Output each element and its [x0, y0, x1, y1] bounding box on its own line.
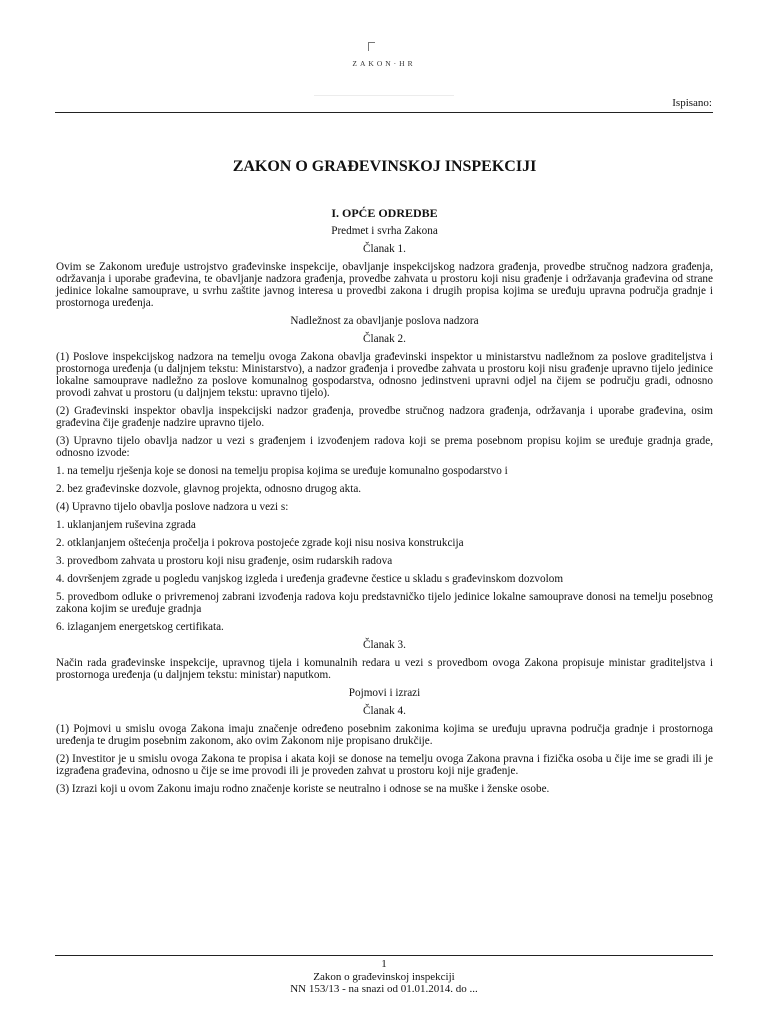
page-footer — [0, 958, 768, 996]
article-heading-3: Članak 3. — [363, 639, 406, 651]
subheading-nadleznost: Nadležnost za obavljanje poslova nadzora — [290, 315, 479, 327]
article-4-para-1: (1) Pojmovi u smislu ovoga Zakona imaju značenje određeno posebnim zakonima kojima se uređuju upravna područja gradnje i prostornoga uređenja te drugim posebnim zakonom, ako ovim Zakonom nije propisano drukčije. — [56, 723, 713, 747]
print-date-label: Ispisano: — [672, 97, 712, 109]
article-heading-2: Članak 2. — [363, 333, 406, 345]
article-heading-1: Članak 1. — [363, 243, 406, 255]
page-number: 1 — [381, 958, 387, 970]
article-3-text: Način rada građevinske inspekcije, upravnog tijela i komunalnih redara u vezi s provedbom ovoga Zakona propisuje ministar graditeljstva i prostornoga uređenja (u daljnjem tekstu: ministar) naputkom. — [56, 657, 713, 681]
subheading-pojmovi: Pojmovi i izrazi — [348, 687, 421, 699]
logo-text: ZAKON·HR — [352, 59, 416, 68]
article-2-para-3: (3) Upravno tijelo obavlja nadzor u vezi s građenjem i izvođenjem radova koji se prema posebnom propisu kojim se uređuje gradnja grade, odnosno izvode: — [56, 435, 713, 459]
footer-document-title: Zakon o građevinskoj inspekciji — [313, 970, 455, 983]
article-2-para-3-item-1: 1. na temelju rješenja koje se donosi na temelju propisa kojima se uređuje komunalno gospodarstvo i — [56, 465, 508, 477]
article-2-para-3-item-2: 2. bez građevinske dozvole, glavnog projekta, odnosno drugog akta. — [56, 483, 362, 495]
article-2-para-4: (4) Upravno tijelo obavlja poslove nadzora u vezi s: — [56, 501, 289, 513]
article-2-para-1: (1) Poslove inspekcijskog nadzora na temelju ovoga Zakona obavlja građevinski inspektor u ministarstvu nadležnom za poslove graditeljstva i prostornoga uređenja (u daljnjem tekstu: Ministarstvo), a nadzor građenja i provedbe zahvata u prostoru koji nisu građenje upravno tijelo jedinice lokalne samouprave nadležno za poslove komunalnog gospodarstva, odnosno jedinstveni upravni odjel na čijem se području gradi, odnosno provodi zahvat u prostoru (u daljnjem tekstu: upravno tijelo). — [56, 351, 713, 399]
header-divider — [55, 112, 713, 113]
article-2-para-4-item-3: 3. provedbom zahvata u prostoru koji nisu građenje, osim rudarskih radova — [56, 555, 393, 567]
article-2-para-4-item-4: 4. dovršenjem zgrade u pogledu vanjskog izgleda i uređenja građevne čestice u skladu s građevinskom dozvolom — [56, 573, 564, 585]
article-2-para-4-item-1: 1. uklanjanjem ruševina zgrada — [56, 519, 196, 531]
article-2-para-4-item-2: 2. otklanjanjem oštećenja pročelja i pokrova postojeće zgrade koji nisu nosiva konstrukcija — [56, 537, 464, 549]
article-2-para-4-item-6: 6. izlaganjem energetskog certifikata. — [56, 621, 224, 633]
footer-divider — [55, 955, 713, 956]
article-2-para-4-item-5: 5. provedbom odluke o privremenoj zabrani izvođenja radova koju predstavničko tijelo jedinice lokalne samouprave donosi na temelju posebnog zakona kojim se uređuje gradnja — [56, 591, 713, 615]
logo-mark-icon — [368, 42, 375, 51]
subheading-predmet: Predmet i svrha Zakona — [331, 225, 438, 237]
footer-gazette-info: NN 153/13 - na snazi od 01.01.2014. do ... — [290, 983, 478, 995]
article-1-text: Ovim se Zakonom uređuje ustrojstvo građevinske inspekcije, obavljanje inspekcijskog nadzora građenja, provedbe stručnog nadzora građenja, održavanja i uporabe građevina, te obavljanje nadzora građenja, provedbe zahvata u prostoru koji nisu građenje i održavanja građevina od strane jedinice lokalne samouprave, u svrhu zaštite javnog interesa u provedbi zakona i drugih propisa kojima se uređuju upravna područja gradnje i prostornoga uređenja. — [56, 261, 713, 309]
article-4-para-3: (3) Izrazi koji u ovom Zakonu imaju rodno značenje koriste se neutralno i odnose se na muške i ženske osobe. — [56, 783, 550, 795]
article-2-para-2: (2) Građevinski inspektor obavlja inspekcijski nadzor građenja, provedbe stručnog nadzora građenja, održavanja i uporabe građevina, osim građevina čije građenje nadzire upravno tijelo. — [56, 405, 713, 429]
article-4-para-2: (2) Investitor je u smislu ovoga Zakona te propisa i akata koji se donose na temelju ovoga Zakona pravna i fizička osoba u čije ime se gradi ili je izgrađena građevina, odnosno u čije se ime provodi ili je proveden zahvat u prostoru koji nije građenje. — [56, 753, 713, 777]
section-heading: I. OPĆE ODREDBE — [331, 206, 438, 220]
document-body — [56, 158, 713, 801]
logo-underline — [314, 95, 454, 96]
document-title: ZAKON O GRAĐEVINSKOJ INSPEKCIJI — [232, 158, 537, 175]
article-heading-4: Članak 4. — [363, 705, 406, 717]
